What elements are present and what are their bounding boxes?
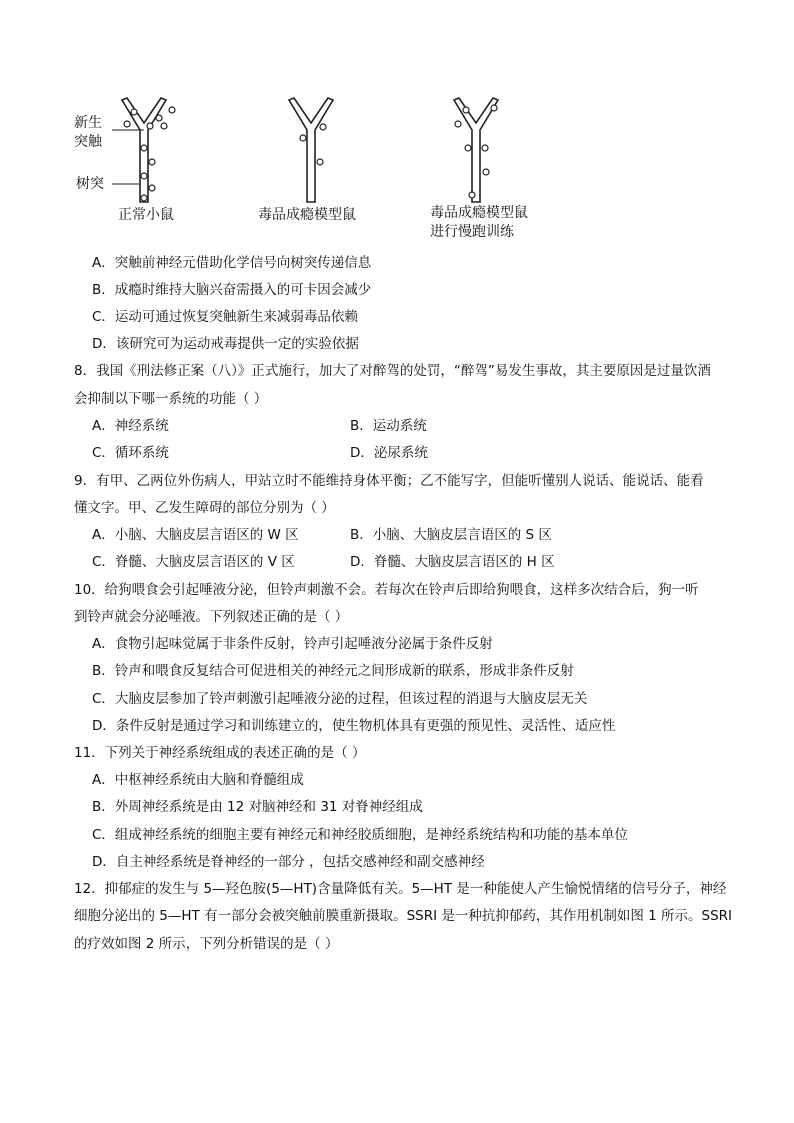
q9-option-b: B．小脑、大脑皮层言语区的 S 区: [350, 527, 552, 543]
q11-option-c: C．组成神经系统的细胞主要有神经元和神经胶质细胞，是神经系统结构和功能的基本单位: [92, 827, 628, 843]
q9-option-c: C．脊髓、大脑皮层言语区的 V 区: [92, 554, 295, 570]
q10-stem-line1: 10．给狗喂食会引起唾液分泌，但铃声刺激不会。若每次在铃声后即给狗喂食，这样多次结合后，狗一听: [74, 582, 699, 598]
q10-option-c: C．大脑皮层参加了铃声刺激引起唾液分泌的过程，但该过程的消退与大脑皮层无关: [92, 691, 588, 707]
q10-option-d: D．条件反射是通过学习和训练建立的，使生物机体具有更强的预见性、灵活性、适应性: [92, 718, 616, 734]
q8-option-d: D．泌尿系统: [350, 445, 428, 461]
caption-running-1: 毒品成瘾模型鼠: [430, 205, 528, 221]
q11-option-b: B．外周神经系统是由 12 对脑神经和 31 对脊神经组成: [92, 799, 423, 815]
q8-stem-line1: 8．我国《刑法修正案（八）》正式施行，加大了对醉驾的处罚，“醉驾”易发生事故，其主要原因是过量饮酒: [74, 363, 711, 379]
q8-option-a: A．神经系统: [92, 418, 169, 434]
caption-running-2: 进行慢跑训练: [430, 224, 514, 240]
q11-stem: 11．下列关于神经系统组成的表述正确的是（ ）: [74, 745, 366, 761]
caption-normal: 正常小鼠: [118, 207, 174, 223]
q9-option-d: D．脊髓、大脑皮层言语区的 H 区: [350, 554, 555, 570]
q7-option-a: A．突触前神经元借助化学信号向树突传递信息: [92, 255, 372, 271]
q10-stem-line2: 到铃声就会分泌唾液。下列叙述正确的是（ ）: [74, 609, 349, 625]
dendrite-addicted: [289, 98, 333, 202]
dendrite-figure: [60, 90, 580, 250]
q10-option-b: B．铃声和喂食反复结合可促进相关的神经元之间形成新的联系，形成非条件反射: [92, 663, 574, 679]
q7-option-b: B．成瘾时维持大脑兴奋需摄入的可卡因会减少: [92, 282, 372, 298]
q9-stem-line1: 9．有甲、乙两位外伤病人，甲站立时不能维持身体平衡；乙不能写字，但能听懂别人说话、能说话、能看: [74, 473, 704, 489]
label-new-synapse-2: 突触: [74, 134, 102, 150]
q11-option-a: A．中枢神经系统由大脑和脊髓组成: [92, 772, 304, 788]
q7-option-c: C．运动可通过恢复突触新生来减弱毒品依赖: [92, 309, 358, 325]
q8-stem-line2: 会抑制以下哪一系统的功能（ ）: [74, 391, 268, 407]
dendrite-running: [454, 98, 498, 202]
caption-addicted: 毒品成瘾模型鼠: [258, 207, 356, 223]
q12-stem-line3: 的疗效如图 2 所示，下列分析错误的是（ ）: [74, 936, 339, 952]
q12-stem-line1: 12．抑郁症的发生与 5—羟色胺(5—HT)含量降低有关。5—HT 是一种能使人产生愉悦情绪的信号分子，神经: [74, 881, 727, 897]
q8-option-b: B．运动系统: [350, 418, 427, 434]
label-dendrite: 树突: [76, 176, 104, 192]
q12-stem-line2: 细胞分泌出的 5—HT 有一部分会被突触前膜重新摄取。SSRI 是一种抗抑郁药，其作用机制如图 1 所示。SSRI: [74, 908, 733, 924]
q10-option-a: A．食物引起味觉属于非条件反射，铃声引起唾液分泌属于条件反射: [92, 636, 493, 652]
q9-option-a: A．小脑、大脑皮层言语区的 W 区: [92, 527, 299, 543]
label-new-synapse-1: 新生: [74, 115, 102, 131]
q11-option-d: D．自主神经系统是脊神经的一部分 ，包括交感神经和副交感神经: [92, 854, 485, 870]
q8-option-c: C．循环系统: [92, 445, 169, 461]
q9-stem-line2: 懂文字。甲、乙发生障碍的部位分别为（ ）: [74, 500, 335, 516]
q7-option-d: D．该研究可为运动戒毒提供一定的实验依据: [92, 336, 359, 352]
